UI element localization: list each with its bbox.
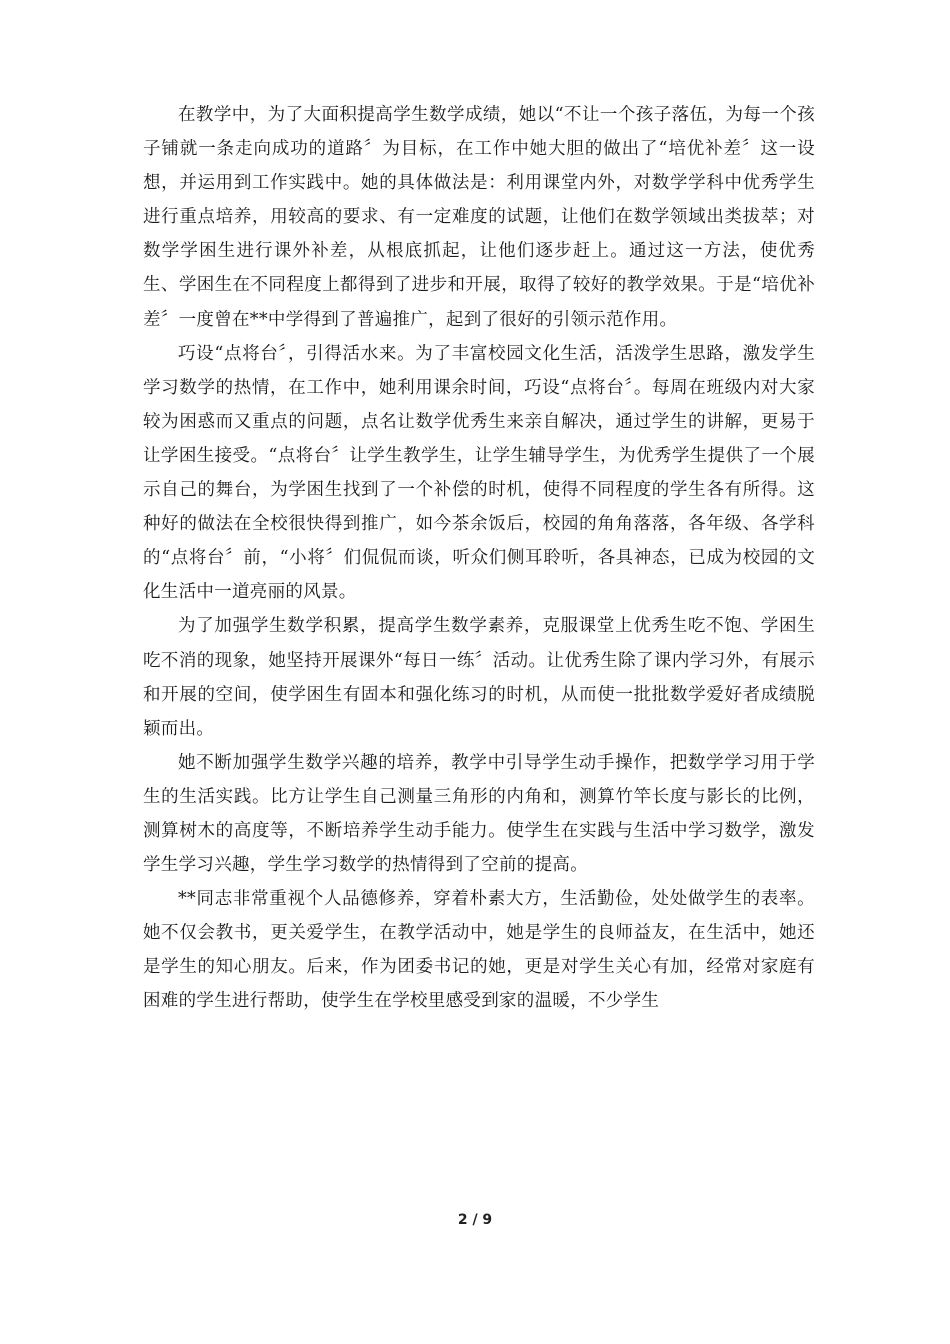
paragraph-teaching-method: 在教学中，为了大面积提高学生数学成绩，她以“不让一个孩子落伍，为每一个孩子铺就一条走向成功的道路〞为目标，在工作中她大胆的做出了“培优补差〞这一设想，并运用到工作实践中。她的具体做法是：利用课堂内外，对数学学科中优秀学生进行重点培养，用较高的要求、有一定难度的试题，让他们在数学领域出类拔萃；对数学学困生进行课外补差，从根底抓起，让他们逐步赶上。通过这一方法，使优秀生、学困生在不同程度上都得到了进步和开展，取得了较好的教学效果。于是“培优补差〞一度曾在**中学得到了普遍推广，起到了很好的引领示范作用。 xyxy=(143,105,815,330)
page-number: 2 / 9 xyxy=(457,1212,493,1228)
paragraph-dianjiangtai: 巧设“点将台〞，引得活水来。为了丰富校园文化生活，活泼学生思路，激发学生学习数学的热情，在工作中，她利用课余时间，巧设“点将台〞。每周在班级内对大家较为困惑而又重点的问题，点名让数学优秀生来亲自解决，通过学生的讲解，更易于让学困生接受。“点将台〞让学生教学生，让学生辅导学生，为优秀学生提供了一个展示自己的舞台，为学困生找到了一个补偿的时机，使得不同程度的学生各有所得。这种好的做法在全校很快得到推广，如今茶余饭后，校园的角角落落，各年级、各学科的“点将台〞前，“小将〞们侃侃而谈，听众们侧耳聆听，各具神态，已成为校园的文化生活中一道亮丽的风景。 xyxy=(143,343,815,603)
document-body xyxy=(143,98,815,1019)
paragraph-daily-practice: 为了加强学生数学积累，提高学生数学素养，克服课堂上优秀生吃不饱、学困生吃不消的现象，她坚持开展课外“每日一练〞活动。让优秀生除了课内学习外，有展示和开展的空间，使学困生有固本和强化练习的时机，从而使一批批数学爱好者成绩脱颖而出。 xyxy=(143,616,815,739)
paragraph-personal-character: **同志非常重视个人品德修养，穿着朴素大方，生活勤俭，处处做学生的表率。她不仅会教书，更关爱学生，在教学活动中，她是学生的良师益友，在生活中，她还是学生的知心朋友。后来，作为团委书记的她，更是对学生关心有加，经常对家庭有困难的学生进行帮助，使学生在学校里感受到家的温暖，不少学生 xyxy=(143,889,815,1012)
paragraph-math-interest: 她不断加强学生数学兴趣的培养，教学中引导学生动手操作，把数学学习用于学生的生活实践。比方让学生自己测量三角形的内角和，测算竹竿长度与影长的比例，测算树木的高度等，不断培养学生动手能力。使学生在实践与生活中学习数学，激发学生学习兴趣，学生学习数学的热情得到了空前的提高。 xyxy=(143,752,815,876)
